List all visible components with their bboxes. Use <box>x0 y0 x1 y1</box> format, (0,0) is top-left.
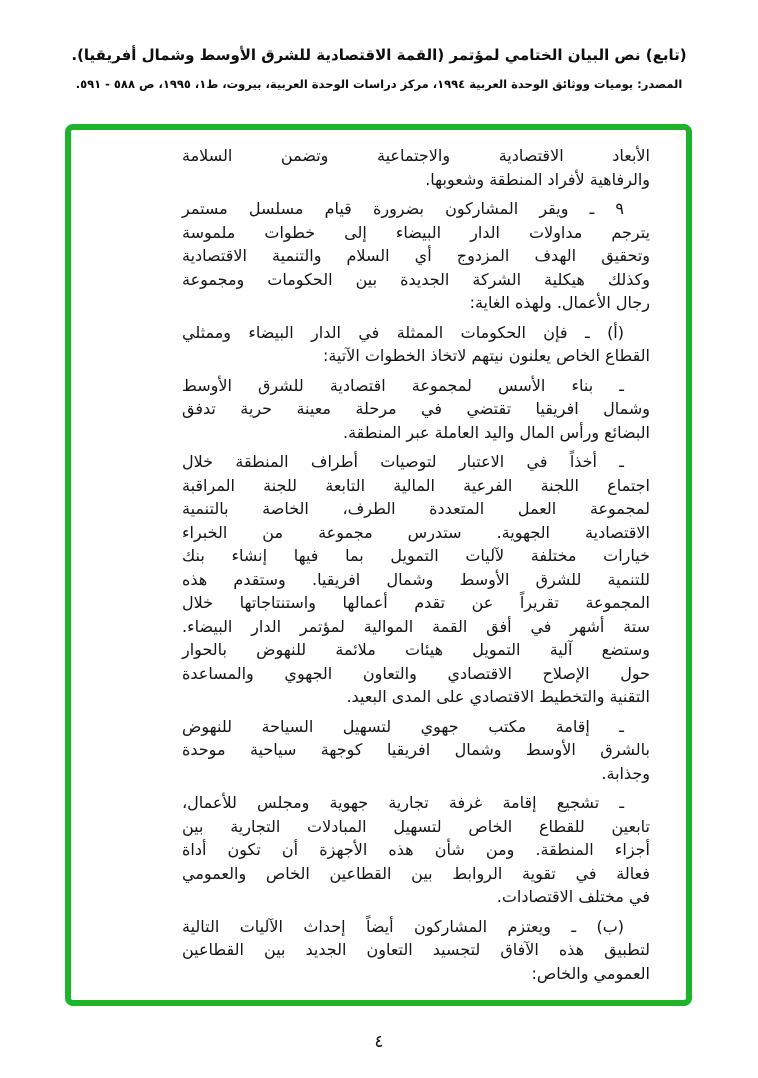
text-line: العمومي والخاص: <box>531 963 650 983</box>
text-line: اجتماع اللجنة الفرعية المالية التابعة للجنة المراقبة <box>182 475 650 495</box>
text-line: وكذلك هيكلية الشركة الجديدة بين الحكومات ومجموعة <box>182 269 650 289</box>
text-line: تابعين للقطاع الخاص لتسهيل المبادلات التجارية بين <box>182 816 650 836</box>
text-line: يترجم مداولات الدار البيضاء إلى خطوات ملموسة <box>182 222 650 242</box>
content-border-box <box>65 124 692 1006</box>
paragraph-bullet-chamber-of-commerce <box>182 791 650 909</box>
text-line: المجموعة تقريراً عن تقدم أعمالها واستنتاجاتها خلال <box>182 593 650 612</box>
text-line: خيارات مختلفة لآليات التمويل بما فيها إنشاء بنك <box>182 546 650 565</box>
document-source-citation: المصدر: يوميات ووثائق الوحدة العربية ١٩٩٤، مركز دراسات الوحدة العربية، بيروت، ط١، ١٩٩٥، ص ٥٨٨ - ٥٩١. <box>75 77 683 91</box>
page-number: ٤ <box>374 1032 384 1052</box>
text-line: القطاع الخاص يعلنون نيتهم لاتخاذ الخطوات الآتية: <box>322 346 650 365</box>
text-line: وتحقيق الهدف المزدوج أي السلام والتنمية الاقتصادية <box>182 246 650 265</box>
text-line: التقنية والتخطيط الاقتصادي على المدى البعيد. <box>346 687 650 706</box>
text-line: (ب) ـ ويعتزم المشاركون أيضاً إحداث الآليات التالية <box>182 916 624 936</box>
text-line: الأبعاد الاقتصادية والاجتماعية وتضمن السلامة <box>182 146 650 165</box>
text-line: (أ) ـ فإن الحكومات الممثلة في الدار البيضاء وممثلي <box>182 322 624 342</box>
text-line: والرفاهية لأفراد المنطقة وشعوبها. <box>425 169 650 189</box>
paragraph-bullet-foundations <box>182 374 650 445</box>
text-line: بالشرق الأوسط وشمال افريقيا كوجهة سياحية موحدة <box>182 740 650 759</box>
text-line: الاقتصادية الجهوية. ستدرس مجموعة من الخبراء <box>182 522 650 542</box>
text-line: ـ إقامة مكتب جهوي لتسهيل السياحة للنهوض <box>182 716 624 736</box>
paragraph-bullet-recommendations <box>182 450 650 709</box>
text-line: فعالة في تقوية الروابط بين القطاعين الخاص والعمومي <box>182 863 650 883</box>
paragraph-clause-b <box>182 915 650 986</box>
text-line: للتنمية للشرق الأوسط وشمال افريقيا. وستقدم هذه <box>182 569 650 589</box>
text-line: رجال الأعمال. ولهذه الغاية: <box>469 293 650 312</box>
text-line: وشمال افريقيا تقتضي في مرحلة معينة حرية تدفق <box>182 399 650 418</box>
paragraph-item-9 <box>182 197 650 315</box>
page-header <box>40 44 718 91</box>
paragraph-continuation <box>182 144 650 191</box>
document-title: (تابع) نص البيان الختامي لمؤتمر (القمة الاقتصادية للشرق الأوسط وشمال أفريقيا). <box>71 46 687 64</box>
text-line: ـ تشجيع إقامة غرفة تجارية جهوية ومجلس للأعمال، <box>182 793 624 812</box>
text-line: ستة أشهر في أفق القمة الموالية لمؤتمر الدار البيضاء. <box>182 616 650 636</box>
text-line: لمجموعة العمل المتعددة الطرف، الخاصة بالتنمية <box>182 499 650 518</box>
paragraph-clause-a <box>182 321 650 368</box>
text-line: ـ بناء الأسس لمجموعة اقتصادية للشرق الأوسط <box>182 375 624 395</box>
text-line: ـ أخذاً في الاعتبار لتوصيات أطراف المنطقة خلال <box>182 452 624 471</box>
text-line: في مختلف الاقتصادات. <box>496 887 650 906</box>
text-line: أجزاء المنطقة. ومن شأن هذه الأجهزة أن تكون أداة <box>182 840 650 859</box>
text-line: حول الإصلاح الاقتصادي والتعاون الجهوي والمساعدة <box>182 663 650 683</box>
paragraph-bullet-tourism-office <box>182 715 650 786</box>
text-line: البضائع ورأس المال واليد العاملة عبر المنطقة. <box>343 422 650 442</box>
text-line: لتطبيق هذه الآفاق لتجسيد التعاون الجديد بين القطاعين <box>182 940 650 959</box>
text-line: ٩ ـ ويقر المشاركون بضرورة قيام مسلسل مستمر <box>182 199 624 218</box>
body-text <box>182 144 650 991</box>
text-line: وجذابة. <box>601 763 650 783</box>
text-line: وستضع آلية التمويل هيئات ملائمة للنهوض بالحوار <box>182 640 650 659</box>
